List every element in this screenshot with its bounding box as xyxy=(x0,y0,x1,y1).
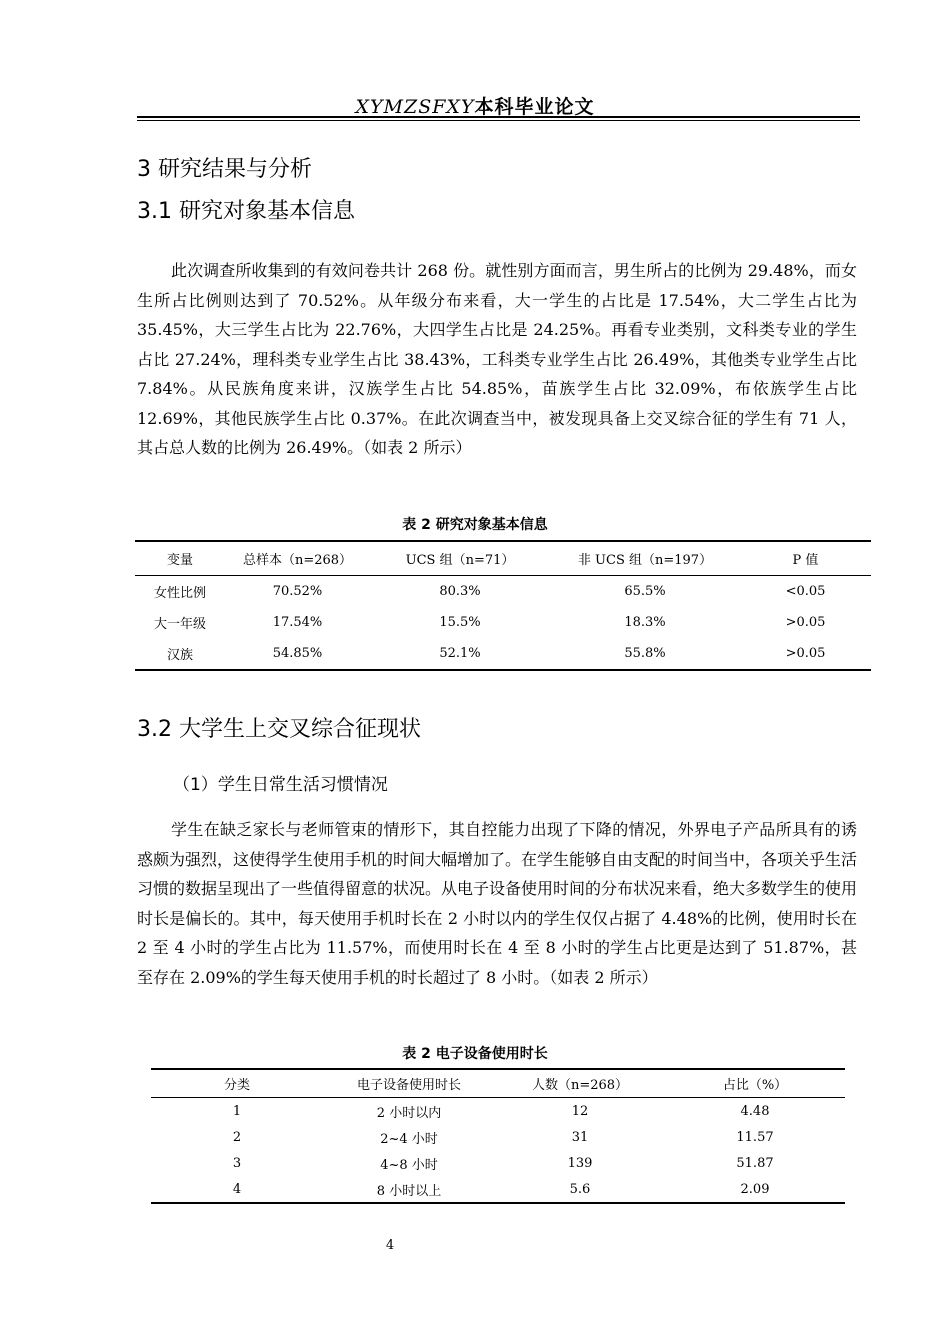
table-cell: 55.8% xyxy=(624,646,666,661)
header-latin: XYMZSFXY xyxy=(355,96,475,118)
table-row xyxy=(151,1150,845,1176)
table-cell: 18.3% xyxy=(624,615,666,630)
table-row xyxy=(135,638,871,670)
table-cell: 17.54% xyxy=(272,615,323,630)
table-cell: 31 xyxy=(571,1129,589,1145)
table-row xyxy=(151,1098,845,1125)
table-cell: 2 xyxy=(232,1129,242,1145)
table1-caption: 表 2 研究对象基本信息 xyxy=(402,517,548,533)
table-cell: 5.6 xyxy=(569,1181,591,1197)
table-cell: 4~8 小时 xyxy=(380,1157,438,1173)
table-header-cell: 总样本（n=268） xyxy=(242,553,353,568)
table-cell: 65.5% xyxy=(624,584,666,599)
table-cell: 女性比例 xyxy=(153,586,206,601)
table-header-cell: 占比（%） xyxy=(722,1078,788,1093)
table-cell: 大一年级 xyxy=(153,617,206,632)
section-3-1-paragraph: 此次调查所收集到的有效问卷共计 268 份。就性别方面而言，男生所占的比例为 29.48%，而女生所占比例则达到了 70.52%。从年级分布来看，大一学生的占比是 17.54%，大二学生占比为 35.45%，大三学生占比为 22.76%，大四学生占比是 24.25%。再看专业类别，文科类专业的学生占比 27.24%，理科类专业学生占比 38.43%，工科类专业学生占比 26.49%，其他类专业学生占比 7.84%。从民族角度来讲，汉族学生占比 54.85%，苗族学生占比 32.09%，布依族学生占比 12.69%，其他民族学生占比 0.37%。在此次调查当中，被发现具备上交叉综合征的学生有 71 人，其占总人数的比例为 26.49%。（如表 2 所示） xyxy=(137,261,857,457)
table-cell: <0.05 xyxy=(785,584,826,599)
table-cell: 70.52% xyxy=(272,584,323,599)
table-header-cell: 电子设备使用时长 xyxy=(356,1078,461,1093)
basic-info-table xyxy=(135,540,871,671)
table-header-cell: UCS 组（n=71） xyxy=(405,553,515,568)
section-3-1-heading: 3.1 研究对象基本信息 xyxy=(137,199,355,224)
table-cell: >0.05 xyxy=(785,615,826,630)
device-usage-table xyxy=(151,1068,845,1204)
section-3-2-paragraph: 学生在缺乏家长与老师管束的情形下，其自控能力出现了下降的情况，外界电子产品所具有的诱惑颇为强烈，这使得学生使用手机的时间大幅增加了。在学生能够自由支配的时间当中，各项关乎生活习惯的数据呈现出了一些值得留意的状况。从电子设备使用时间的分布状况来看，绝大多数学生的使用时长是偏长的。其中，每天使用手机时长在 2 小时以内的学生仅仅占据了 4.48%的比例，使用时长在 2 至 4 小时的学生占比为 11.57%，而使用时长在 4 至 8 小时的学生占比更是达到了 51.87%，甚至存在 2.09%的学生每天使用手机的时长超过了 8 小时。（如表 2 所示） xyxy=(137,820,858,987)
table-row xyxy=(135,576,871,608)
table-cell: 汉族 xyxy=(166,648,193,663)
table-cell: 11.57 xyxy=(736,1129,774,1145)
table-cell: 139 xyxy=(567,1155,593,1171)
table-row xyxy=(135,607,871,638)
table-cell: 8 小时以上 xyxy=(376,1183,442,1199)
table-cell: 15.5% xyxy=(439,615,481,630)
section-3-2-heading: 3.2 大学生上交叉综合征现状 xyxy=(137,717,421,742)
table-cell: 4.48 xyxy=(740,1103,770,1119)
table-header-cell: 分类 xyxy=(223,1078,250,1093)
table-cell: >0.05 xyxy=(785,646,826,661)
table-cell: 4 xyxy=(232,1181,242,1197)
page-number: 4 xyxy=(385,1238,395,1253)
table-cell: 12 xyxy=(571,1103,589,1119)
table-cell: 2.09 xyxy=(740,1181,770,1197)
table-header-cell: 非 UCS 组（n=197） xyxy=(577,553,713,568)
table-cell: 80.3% xyxy=(439,584,481,599)
table2-caption: 表 2 电子设备使用时长 xyxy=(402,1046,548,1062)
table-header-cell: P 值 xyxy=(792,553,819,568)
table-header-row xyxy=(151,1069,845,1098)
table-cell: 1 xyxy=(232,1103,242,1119)
table-cell: 3 xyxy=(232,1155,242,1171)
table-row xyxy=(151,1124,845,1150)
header-cjk: 本科毕业论文 xyxy=(474,96,595,118)
table-cell: 51.87 xyxy=(736,1155,774,1171)
table-header-row xyxy=(135,541,871,576)
section-3-2-subheading: （1）学生日常生活习惯情况 xyxy=(173,775,388,795)
table-cell: 54.85% xyxy=(272,646,323,661)
section-3-heading: 3 研究结果与分析 xyxy=(137,157,312,182)
table-cell: 2~4 小时 xyxy=(380,1131,438,1147)
table-cell: 52.1% xyxy=(439,646,481,661)
header-rule xyxy=(137,116,860,121)
table-cell: 2 小时以内 xyxy=(376,1105,442,1121)
table-row xyxy=(151,1176,845,1203)
table-header-cell: 人数（n=268） xyxy=(531,1078,629,1093)
running-header xyxy=(0,92,950,119)
table-header-cell: 变量 xyxy=(166,553,193,568)
